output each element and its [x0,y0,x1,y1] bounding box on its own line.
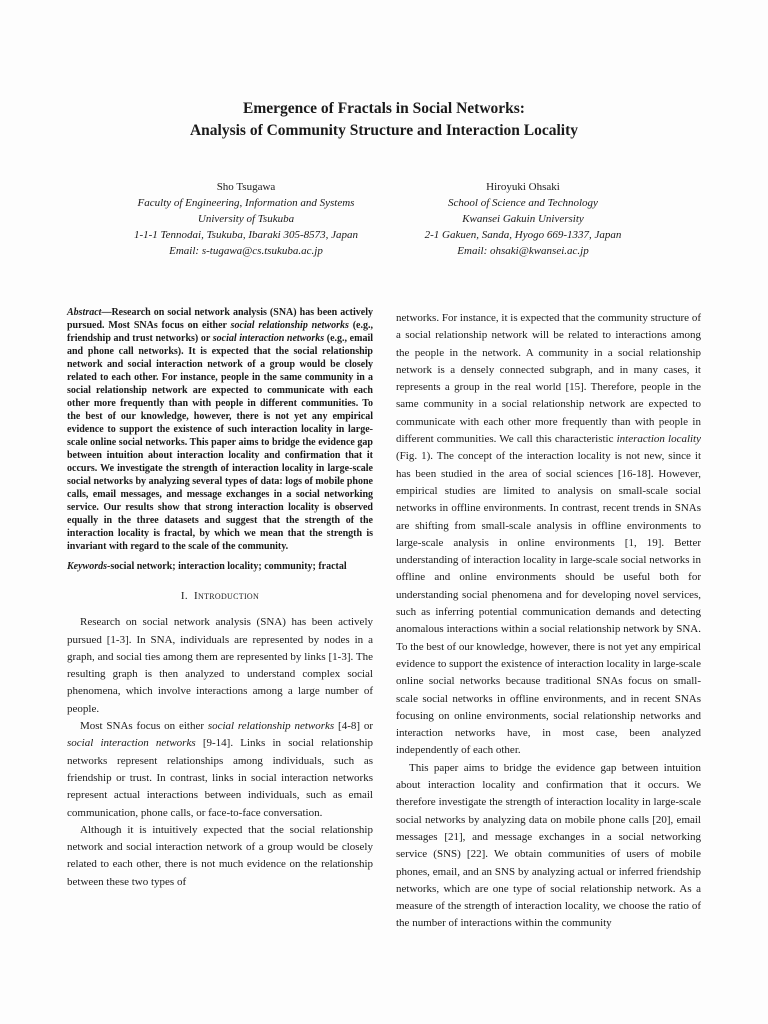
text-run: Most SNAs focus on either [80,720,208,733]
author-email: Email: ohsaki@kwansei.ac.jp [457,245,589,257]
intro-paragraph-1: Research on social network analysis (SNA) has been actively pursued [1-3]. In SNA, individuals are represented by nodes in a graph, and social ties among them are represented by links [1-3]. The resulting graph is then analyzed to understand complex social phenomena, which involve interactions among a large number of people. [67,616,373,715]
left-column [67,306,373,891]
keywords-text: -social network; interaction locality; community; fractal [107,561,347,572]
abstract-text: (e.g., email and phone call networks). It is expected that the social relationship network and social interaction network of a group would be closely related to each other. For instance, people in the same community in a social relationship network are expected to communicate with each other more frequently than with people in different communities. To the best of our knowledge, however, there is not yet any empirical evidence to support the existence of such interaction locality in large-scale online social networks. This paper aims to bridge the evidence gap between intuition about interaction locality and confirmation that it occurs. We investigate the strength of interaction locality in large-scale social networks by analyzing several types of data: logs of mobile phone calls, email messages, and message exchanges in a social networking service. Our results show that strong interaction locality is observed equally in the three datasets and suggest that the strength of the interaction locality is fractal, by which we mean that the strength is invariant with regard to the scale of the community. [67,333,374,552]
author-name: Hiroyuki Ohsaki [486,181,560,193]
section-title: Introduction [194,590,260,602]
author-block-2 [373,179,673,259]
right-column [396,310,701,933]
right-paragraph-2: This paper aims to bridge the evidence gap between intuition about interaction locality and confirmation that it occurs. We therefore investigate the strength of interaction locality in large-scale social networks by analyzing data on mobile phone calls [20], email messages [21], and message exchanges in a social networking service (SNS) [22]. We obtain communities of users of mobile phones, email, and an SNS by analyzing actual or inferred friendship networks, which are one type of social relationship network. As a measure of the strength of interaction locality, we choose the ratio of the number of interactions within the community [396,761,701,930]
intro-paragraph-2 [67,718,373,822]
abstract-term: social relationship networks [230,320,349,331]
text-run: [9-14]. Links in social relationship networks represent relationships among individuals, such as friendship or trust. In contrast, links in social interaction networks represent actual interactions between individuals, such as email communication, phone calls, or face-to-face conversation. [67,737,373,819]
author-name: Sho Tsugawa [216,181,276,193]
author-institution: University of Tsukuba [197,213,295,225]
abstract-lead: Abstract [67,307,102,318]
keywords [67,560,373,573]
keywords-lead: Keywords [67,561,107,572]
abstract-text: (e.g., friendship and trust networks) or [67,320,373,344]
abstract [67,306,373,553]
text-run: networks. For instance, it is expected that the community structure of a social relationship network will be related to interactions among the people in the network. A community in a social relationship network is a densely connected subgraph, and in many cases, it represents a group in the real world [15]. Therefore, people in the same community in a social relationship network are expected to communicate with each other more frequently than with people in different communities. We call this characteristic [396,312,701,446]
author-block-1 [96,179,396,259]
abstract-text: —Research on social network analysis (SNA) has been actively pursued. Most SNAs focus on either [67,307,373,331]
term: social interaction networks [67,737,196,750]
title-line-1: Emergence of Fractals in Social Networks: [243,100,525,117]
term: social relationship networks [207,720,335,733]
author-institution: Kwansei Gakuin University [462,213,584,225]
paper-title [0,98,768,142]
text-run: (Fig. 1). The concept of the interaction locality is not new, since it has been studied in the area of social sciences [16-18]. However, empirical studies are limited to analysis on small-scale social networks in offline environments. In contrast, recent trends in SNAs are shifting from small-scale analysis in offline environments to large-scale analysis in online environments [1, 19]. Better understanding of interaction locality in large-scale social networks in offline and online environments should be useful both for understanding social phenomena and for developing novel services, such as inferring potential communication demands and detecting anomalous interactions within a social relationship network by SNA. To the best of our knowledge, however, there is not yet any empirical evidence to support the existence of interaction locality in large-scale online social networks because traditional SNAs focus on small-scale social networks in offline environments, and in recent SNAs focusing on online environments, social relationship networks and interaction networks have, in most case, been analyzed independently of each other. [396,450,701,757]
section-heading [67,588,373,605]
author-affiliation: School of Science and Technology [448,197,598,209]
author-email: Email: s-tugawa@cs.tsukuba.ac.jp [169,245,323,257]
term: interaction locality [616,433,701,446]
right-paragraph-1 [396,310,701,760]
section-number: I. [180,590,188,602]
intro-paragraph-3: Although it is intuitively expected that the social relationship network and social interaction network of a group would be closely related to each other, there is not much evidence on the relationship between these two types of [67,823,373,888]
author-address: 1-1-1 Tennodai, Tsukuba, Ibaraki 305-8573, Japan [133,229,359,241]
author-affiliation: Faculty of Engineering, Information and Systems [137,197,355,209]
title-line-2: Analysis of Community Structure and Interaction Locality [189,122,579,139]
abstract-term: social interaction networks [212,333,325,344]
text-run: [4-8] or [334,720,373,733]
author-address: 2-1 Gakuen, Sanda, Hyogo 669-1337, Japan [424,229,622,241]
